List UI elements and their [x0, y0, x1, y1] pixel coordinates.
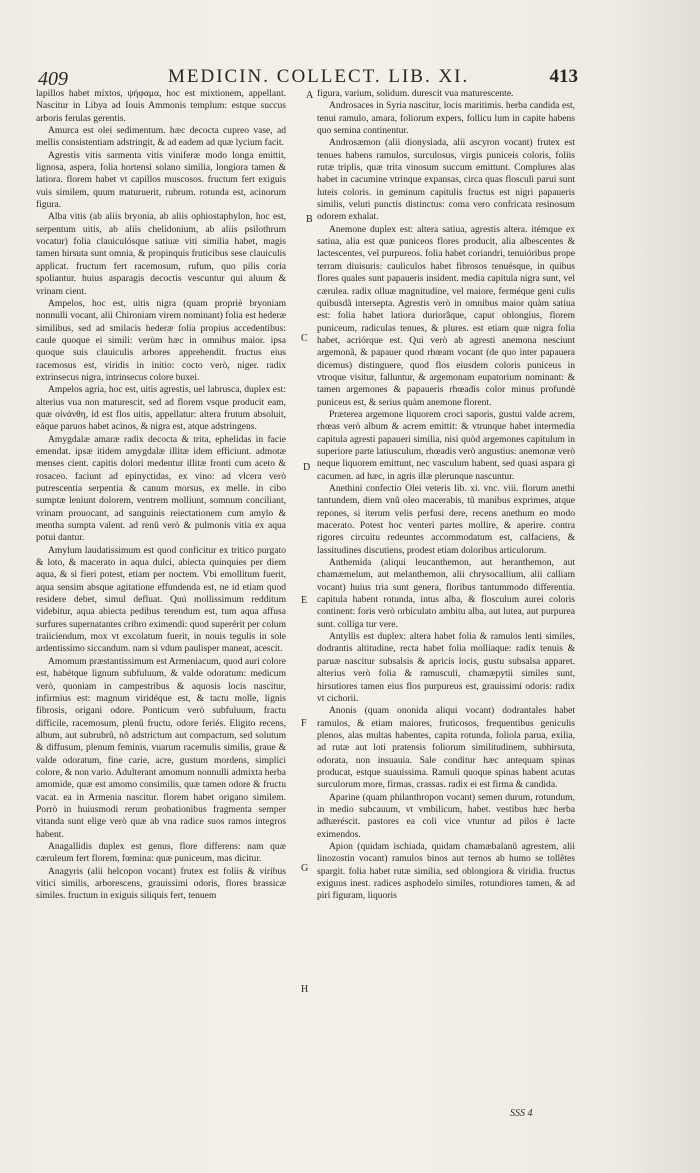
paragraph: Androsæmon (alii dionysiada, alii ascyron vocant) frutex est tenues habens ramulos, surculosus, virgis puniceis coloris, foliis rutæ triplis, quæ trita vinosum succum emittunt. Complures alas habet in cacumine vtrinque expansas, circa quas flosculi parui sunt luteis coloris. in geminum capitulis fructus est nigri papaueris similis, veluti punctis distinctus: coma vero confricata resinosum odorem exhalat.	[317, 137, 575, 223]
paragraph: Agrestis vitis sarmenta vitis viniferæ modo longa emittit, lignosa, aspera, folia hortensi solano similia, longiora tamen & latiora. florem habet vt capillos muscosos. fructum fert exiguis vuis similem, quum maturuerit, rubrum. rotunda est, acinorum figura.	[36, 149, 286, 211]
running-title: MEDICIN. COLLECT. LIB. XI.	[168, 66, 470, 87]
paragraph: Amomum præstantissimum est Armeniacum, quod auri colore est, habétque lignum subfuluum, & valde odoratum: medicum verò, quoniam in campestribus & aquosis locis nascitur, infirmius est: magnum viridéque est, & tactu molle, lignis fibrosis, origani odore. Ponticum verò subfuluum, fractu difficile, racemosum, plenû fructu, odore feriés. Eligito recens, album, aut subrubrû, nõ adstrictum aut compactum, sed solutum & diffusum, plenum feminis, vuarum racemulis similis, graue & valde odoratum, fine carie, acre, gustum mordens, simplici colore, & non vario. Adulterant amomum nonnulli admixta herba amomide, quæ est amomo consimilis, quæ tamen odore & fructu vacat. ea in Armenia nascitur. florem habet origano similem. Porrò in huiusmodi rerum probationibus fragmenta semper vitanda sunt elige verò quæ ab vna radice suos ramos integros habent.	[36, 655, 286, 840]
section-marker-f: F	[301, 718, 307, 729]
paragraph: Androsaces in Syria nascitur, locis maritimis. herba candida est, tenui ramulo, amara, foliorum expers, follicu lum in capite habens quo semina continentur.	[317, 100, 575, 137]
left-column	[36, 88, 286, 903]
paragraph: Anemone duplex est: altera satiua, agrestis altera. itémque ex satiua, alia est quæ puniceos flores producit, alia albescentes & lactescentes, vel purpureos. folia habet coriandri, tenuióribus prope terram diuisuris: cauliculos habet fibrosos tenuésque, in quibus flores quales sunt papaueris insident. media capitula nigra sunt, vel cærulea. radix olluæ magnitudine, vel maiore, ferméque geni culis quibusdã intersepta. Agrestis verò in omnibus maior quàm satiua est: folia habet latiora duriorâque, caput oblongius, florem puniceum, radiculas tenues, & plures. est etiam quæ nigra folia habet, acriórque est. Qui verò ab agresti anemona nesciunt argemonã, & papauer quod rhœam vocant (de quo inter papauera dicemus) distinguere, quod flos eiusdem coloris puniceus in vtroque visitur, falluntur, & argemonam eupatorium nominant: & tamen argemones & papaueris rhœadis color minus profundè puniceus est, & serius quàm anemone florent.	[317, 223, 575, 408]
section-marker-a: A	[306, 90, 314, 101]
section-marker-b: B	[306, 214, 313, 225]
paragraph: Amurca est olei sedimentum. hæc decocta cupreo vase, ad mellis consistentiam adstringit, & ad eadem ad quæ lycium facit.	[36, 125, 286, 149]
paragraph: Anonis (quam ononida aliqui vocant) dodrantales habet ramulos, & etiam maiores, fruticosos, frequentibus geniculis plenos, alas multas habentes, capita rotunda, foliola parua, exilia, ad rutæ aut loti pratensis foliorum similitudinem, subhirsuta, odorata, non insuauia. Sale conditur hæc antequam spinas producat, estque suauissima. Ramuli quoque spinas habent acutas surculorum more, firmas, crassas. radix ei est firma & candida.	[317, 705, 575, 791]
paragraph: Antyllis est duplex: altera habet folia & ramulos lenti similes, dodrantis altitudine, recta habet folia molliaque: radix tenuis & paruæ nascitur subsalsis & apricis locis, gustu subsalsa apparet. alterius verò folia & ramusculi, chamæpytii similes sunt, hirsutiores tamen eius flos purpureus est, grauissimi odoris: radix vt cichorii.	[317, 631, 575, 704]
page-number-left: 409	[38, 68, 68, 90]
running-head	[38, 58, 578, 90]
paragraph: Præterea argemone liquorem croci saporis, gustui valde acrem, rhœas verò album & acrem emittit: & vtrunque habet intermedia capitula agresti papaueri similia, nisi quòd argemones capitulum in superiore parte latiusculum, rhœadis verò angustius: anemonæ verò neque liquorem emittunt, nec vasculum habent, sed quasi aspara gi cacumen. ad hæc, in agris illæ plerunque nascuntur.	[317, 408, 575, 482]
paragraph: Ampelos, hoc est, uitis nigra (quam propriè bryoniam nonnulli vocant, alii Chironiam virem nominant) folia est hederæ similibus, sed ad smilacis hederæ folia propius accedentibus: caule quoque ei simili: verùm hæc in omnibus maior. ipsa quoque suis clauiculis arbores apprehendit. fructus eius racemosus est, viridis in initio: cocto verò, niger. radix extrinsecus nigra, intrinsecus colore buxei.	[36, 297, 286, 383]
paragraph: lapillos habet mixtos, ψήφαμα, hoc est mixtionem, appellant. Nascitur in Libya ad Iouis Ammonis templum: estque succus arboris ferulas gerentis.	[36, 88, 286, 124]
paragraph: Anethini confectio Olei veteris lib. xi. vnc. viii. florum anethi tantundem, diem vnũ oleo macerabis, tũ manibus exprimes, atque repones, si iterum velis perfusi dere, recens anethum eo modo macerato. Potest hoc venteri partes mollire, & aperire. contra rigores circuitu redeuntes accommodatum est, calfaciens, & lassitudines discutiens, prodest etiam doloribus articulorum.	[317, 483, 575, 556]
section-marker-g: G	[301, 863, 309, 874]
right-column	[317, 88, 575, 903]
section-marker-d: D	[303, 462, 311, 473]
section-marker-e: E	[301, 595, 308, 606]
paragraph: Amygdalæ amaræ radix decocta & trita, ephelidas in facie emendat. ipsæ itidem amygdalæ illitæ idem efficiunt. admotæ menses cient. capitis dolori medentur illitæ fronti cum aceto & rosaceo. faciunt ad epinyctidas, ex vino: ad vlcera verò putrescentia serpentia & canum morsus, ex melle. in cibo sumptæ leniunt dolorem, ventrem molliunt, somnum conciliant, vrinam prouocant, ad sanguinis reiectationem cum amylo & mentha sumpta valent. ad renû verò & pulmonis vitia ex aqua potui dantur.	[36, 433, 286, 544]
paragraph: Ampelos agria, hoc est, uitis agrestis, uel labrusca, duplex est: alterius vua non maturescit, sed ad florem vsque producit eam, quæ οἰνάνθη, id est flos uitis, appellatur: altera frutum absoluit, eáque paruos habet acinos, & nigra est, atque adstringens.	[36, 384, 286, 433]
paragraph: Aparine (quam philanthropon vocant) semen durum, rotundum, in medio subcauum, vt vmbilicum, habet. vestibus hæc herba adhæréscit. pastores ea coli vice vtuntur ad pilos è lacte eximendos.	[317, 791, 575, 840]
page-number-right: 413	[549, 66, 578, 87]
paragraph: Anagyris (alii helcopon vocant) frutex est foliis & viribus vitici similis, arborescens, grauissimi odoris, flores brassicæ similes. fructum in exiguis siliquis fert, tenuem	[36, 865, 286, 902]
paragraph: Alba vitis (ab aliis bryonia, ab aliis ophiostaphylon, hoc est, serpentum uitis, ab aliis chelidonium, ab aliis psilothrum vocatur) folia clauiculósque satiuæ viti similia habet, magis tamen hirsuta sunt omnia, & propinquis fruticibus sese clauiculis applicat. fructum fert racemosum, rufum, quo pilis coria spoliantur. huius asparagis decoctis vescuntur qui aluum & vrinam cient.	[36, 211, 286, 297]
catchword: SSS 4	[510, 1108, 533, 1119]
section-marker-h: H	[301, 984, 309, 995]
paragraph: Anthemida (aliqui leucanthemon, aut heranthemon, aut chamæmelum, aut melanthemon, alii chrysocallium, alii calliam vocant) huius tria sunt genera, floribus tantummodo differentia. capitula habent rotunda, intus alba, & flosculum aurei coloris continent: foris verò orbiculato ambitu alba, aut lutea, aut purpurea sunt. colliga tur vere.	[317, 557, 575, 630]
paragraph: Amylum laudatissimum est quod conficitur ex tritico purgato & loto, & macerato in aqua dulci, abiecta quinquies per diem aqua, & si fieri potest, etiam per noctem. Vbi emollitum fuerit, aqua sensim absque agitatione effundenda est, ne id etiam quod residere debet, simul defluat. Quú mollissimum redditum videbitur, aqua abiecta pedibus terendum est, tum aqua affusa surfures supernatantes cribro eximendi: quod superérit per colum traiiciendum, mox vt excolatum fuerit, in nouis tegulis in sole ardentissimo siccandum. nam si vdum paulisper maneat, acescit.	[36, 544, 286, 655]
page-edge-shadow	[620, 0, 700, 1173]
section-marker-c: C	[301, 333, 308, 344]
paragraph: Anagallidis duplex est genus, flore differens: nam quæ cæruleum fert florem, fœmina: quæ puniceum, mas dicitur.	[36, 840, 286, 865]
paragraph: Apion (quidam ischiada, quidam chamæbalanũ agrestem, alii linozostin vocant) ramulos binos aut ternos ab humo se tollẽtes spargit. folia habet rutæ similia, sed oblongiora & viridia. fructus exiguus inest. radices asphodelo similes, rotundiores tamen, & ad piri figuram, liquoris	[317, 840, 575, 902]
paragraph: figura, varium, solidum. durescit vua maturescente.	[317, 88, 514, 99]
